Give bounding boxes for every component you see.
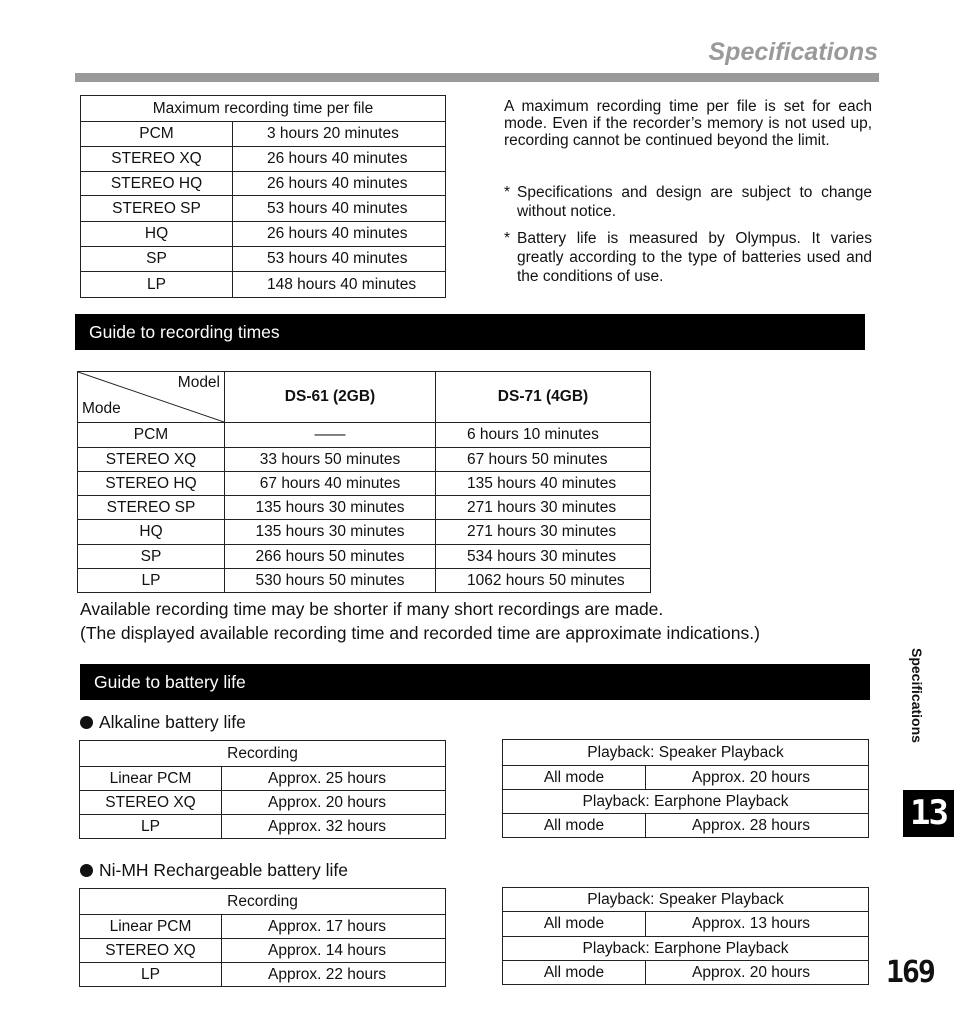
- table-cell: HQ: [81, 222, 233, 247]
- table-cell: 271 hours 30 minutes: [436, 520, 651, 545]
- section-header-recording-times: Guide to recording times: [75, 314, 865, 350]
- corner-model-label: Model: [177, 374, 220, 391]
- diagonal-header-cell: [78, 372, 225, 423]
- recording-note-2: (The displayed available recording time and recorded time are approximate indications.): [80, 623, 760, 643]
- table-cell: 271 hours 30 minutes: [436, 496, 651, 520]
- column-header-ds61: DS-61 (2GB): [225, 372, 436, 423]
- table-cell: 6 hours 10 minutes: [436, 423, 651, 448]
- recording-note-1: Available recording time may be shorter if many short recordings are made.: [80, 599, 664, 619]
- nimh-heading: [80, 860, 348, 881]
- table-cell: SP: [81, 247, 233, 272]
- table-cell: All mode: [503, 766, 646, 790]
- table-cell: SP: [78, 545, 225, 569]
- table-cell: STEREO HQ: [81, 172, 233, 196]
- table-cell: STEREO HQ: [78, 472, 225, 496]
- table-cell: 135 hours 40 minutes: [436, 472, 651, 496]
- asterisk-mark: *: [504, 184, 511, 201]
- page-header-title: Specifications: [708, 38, 878, 66]
- table-cell: Linear PCM: [80, 915, 222, 939]
- table-cell: 135 hours 30 minutes: [225, 520, 436, 545]
- table-cell: PCM: [81, 122, 233, 147]
- table-cell: LP: [81, 272, 233, 298]
- table-cell: 53 hours 40 minutes: [233, 196, 446, 222]
- table-cell: 530 hours 50 minutes: [225, 569, 436, 593]
- alkaline-heading: [80, 712, 246, 733]
- max-recording-note: A maximum recording time per file is set for each mode. Even if the recorder’s memory is not used up, recording cannot be continued beyond the limit.: [504, 98, 872, 149]
- note-bullet: [504, 229, 872, 286]
- table-title: Playback: Speaker Playback: [503, 888, 869, 912]
- table-title: Playback: Earphone Playback: [503, 790, 869, 814]
- bullet-dot-icon: [80, 864, 93, 877]
- recording-times-table: [77, 371, 651, 593]
- table-cell: Approx. 20 hours: [222, 791, 446, 815]
- table-cell: All mode: [503, 814, 646, 838]
- table-cell: Approx. 20 hours: [646, 766, 869, 790]
- table-cell: 53 hours 40 minutes: [233, 247, 446, 272]
- table-cell: 67 hours 40 minutes: [225, 472, 436, 496]
- table-cell: 266 hours 50 minutes: [225, 545, 436, 569]
- note-bullet-text: Specifications and design are subject to change without notice.: [517, 184, 872, 220]
- table-cell: STEREO SP: [78, 496, 225, 520]
- table-cell: Approx. 14 hours: [222, 939, 446, 963]
- table-cell: Approx. 25 hours: [222, 767, 446, 791]
- table-cell: STEREO SP: [81, 196, 233, 222]
- alkaline-recording-table: [79, 740, 446, 839]
- table-title: Recording: [80, 889, 446, 915]
- side-section-label: Specifications: [909, 648, 925, 743]
- table-cell: STEREO XQ: [80, 939, 222, 963]
- table-cell: 26 hours 40 minutes: [233, 222, 446, 247]
- table-cell: LP: [78, 569, 225, 593]
- max-recording-title: Maximum recording time per file: [81, 96, 446, 122]
- table-cell: Approx. 13 hours: [646, 912, 869, 937]
- table-cell: 26 hours 40 minutes: [233, 147, 446, 172]
- table-title: Playback: Earphone Playback: [503, 937, 869, 961]
- table-cell: LP: [80, 815, 222, 839]
- table-cell: 148 hours 40 minutes: [233, 272, 446, 298]
- table-cell: STEREO XQ: [81, 147, 233, 172]
- table-title: Recording: [80, 741, 446, 767]
- table-cell: Approx. 22 hours: [222, 963, 446, 987]
- corner-mode-label: Mode: [82, 400, 121, 417]
- table-cell: PCM: [78, 423, 225, 448]
- bullet-dot-icon: [80, 716, 93, 729]
- table-cell: 135 hours 30 minutes: [225, 496, 436, 520]
- table-cell: Approx. 28 hours: [646, 814, 869, 838]
- table-cell: LP: [80, 963, 222, 987]
- note-bullet-text: Battery life is measured by Olympus. It varies greatly according to the type of batteries used and the conditions of use.: [517, 230, 872, 285]
- table-cell: Approx. 32 hours: [222, 815, 446, 839]
- alkaline-playback-table: [502, 739, 869, 838]
- page-number: 169: [885, 955, 934, 990]
- table-cell: 26 hours 40 minutes: [233, 172, 446, 196]
- table-cell: 1062 hours 50 minutes: [436, 569, 651, 593]
- nimh-playback-table: [502, 887, 869, 985]
- chapter-number-tab: 13: [903, 790, 954, 837]
- table-title: Playback: Speaker Playback: [503, 740, 869, 766]
- table-cell: Approx. 17 hours: [222, 915, 446, 939]
- table-cell: 3 hours 20 minutes: [233, 122, 446, 147]
- table-cell: STEREO XQ: [80, 791, 222, 815]
- nimh-heading-text: Ni-MH Rechargeable battery life: [99, 860, 348, 880]
- alkaline-heading-text: Alkaline battery life: [99, 712, 246, 732]
- table-cell: 33 hours 50 minutes: [225, 448, 436, 472]
- table-cell: All mode: [503, 912, 646, 937]
- table-cell: 534 hours 30 minutes: [436, 545, 651, 569]
- note-bullet: [504, 183, 872, 221]
- table-cell: STEREO XQ: [78, 448, 225, 472]
- asterisk-mark: *: [504, 230, 511, 247]
- table-cell: HQ: [78, 520, 225, 545]
- table-cell: ——: [225, 423, 436, 448]
- column-header-ds71: DS-71 (4GB): [436, 372, 651, 423]
- table-cell: All mode: [503, 961, 646, 985]
- max-recording-table: [80, 95, 446, 298]
- header-rule: [75, 73, 879, 82]
- nimh-recording-table: [79, 888, 446, 987]
- table-cell: Approx. 20 hours: [646, 961, 869, 985]
- section-header-battery-life: Guide to battery life: [80, 664, 870, 700]
- table-cell: 67 hours 50 minutes: [436, 448, 651, 472]
- table-cell: Linear PCM: [80, 767, 222, 791]
